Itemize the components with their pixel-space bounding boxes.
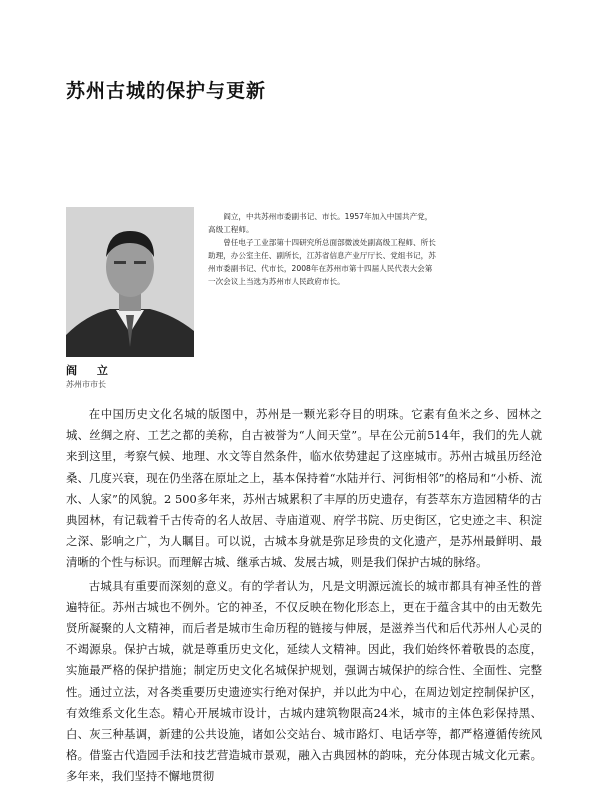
article-body [66, 404, 542, 790]
author-name: 阎 立 [66, 364, 116, 377]
article-title: 苏州古城的保护与更新 [66, 80, 267, 102]
body-paragraph-1: 在中国历史文化名城的版图中，苏州是一颗光彩夺目的明珠。它素有鱼米之乡、园林之城、丝绸之府、工艺之都的美称，自古被誉为“人间天堂”。早在公元前514年，我们的先人就来到这里，考察气候、地理、水文等自然条件，临水依势建起了这座城市。苏州古城虽历经沧桑、几度兴衰，现在仍坐落在原址之上，基本保持着“水陆并行、河街相邻”的格局和“小桥、流水、人家”的风貌。2 500多年来，苏州古城累积了丰厚的历史遗存，有荟萃东方造园精华的古典园林，有记载着千古传奇的名人故居、寺庙道观、府学书院、历史街区，它史迹之丰、积淀之深、影响之广，为人瞩目。可以说，古城本身就是弥足珍贵的文化遗产，是苏州最鲜明、最清晰的个性与标识。而理解古城、继承古城、发展古城，则是我们保护古城的脉络。 [66, 407, 542, 570]
body-paragraph-2: 古城具有重要而深刻的意义。有的学者认为，凡是文明源远流长的城市都具有神圣性的普遍特征。苏州古城也不例外。它的神圣，不仅反映在物化形态上，更在于蕴含其中的由无数先贤所凝聚的人文精神，而后者是城市生命历程的链接与伸展，是滋养当代和后代苏州人心灵的不竭源泉。保护古城，就是尊重历史文化，延续人文精神。因此，我们始终怀着敬畏的态度，实施最严格的保护措施；制定历史文化名城保护规划，强调古城保护的综合性、全面性、完整性。通过立法，对各类重要历史遗迹实行绝对保护，并以此为中心，在周边划定控制保护区，有效维系文化生态。精心开展城市设计，古城内建筑物限高24米，城市的主体色彩保持黑、白、灰三种基调，新建的公共设施，诸如公交站台、城市路灯、电话亭等，都严格遵循传统风格。借鉴古代造园手法和技艺营造城市景观，融入古典园林的韵味，充分体现古城文化元素。多年来，我们坚持不懈地贯彻 [66, 578, 542, 784]
bio-line-1: 阎立，中共苏州市委副书记、市长。1957年加入中国共产党，高级工程师。 [208, 212, 433, 234]
bio-line-2: 曾任电子工业部第十四研究所总面部微波处副高级工程师、所长助理，办公室主任、副所长，江苏省信息产业厅厅长、党组书记，苏州市委副书记、代市长，2008年在苏州市第十四届人民代表大会第一次会议上当选为苏州市人民政府市长。 [208, 238, 436, 286]
author-portrait [66, 207, 194, 357]
author-bio [208, 210, 438, 288]
portrait-figure [66, 207, 194, 357]
author-role: 苏州市市长 [66, 380, 106, 389]
